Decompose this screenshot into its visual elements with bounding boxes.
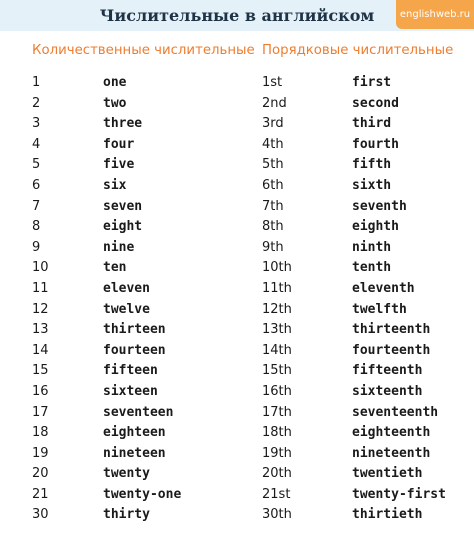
- table-row: [0, 238, 474, 259]
- ordinal-abbr-cell: 30th: [262, 507, 292, 523]
- number-cell: 13: [32, 322, 49, 338]
- number-cell: 18: [32, 425, 49, 441]
- ordinal-abbr-cell: 17th: [262, 404, 292, 420]
- cardinal-word-cell: fifteen: [103, 363, 158, 379]
- cardinal-word-cell: six: [103, 177, 127, 193]
- ordinal-abbr-cell: 14th: [262, 342, 292, 358]
- table-row: [0, 94, 474, 115]
- number-cell: 15: [32, 363, 49, 379]
- ordinal-abbr-cell: 19th: [262, 445, 292, 461]
- ordinal-abbr-cell: 1st: [262, 75, 283, 90]
- number-cell: 20: [32, 466, 49, 482]
- cardinal-word-cell: four: [103, 136, 135, 152]
- ordinal-abbr-cell: 12th: [262, 301, 292, 317]
- page-title: Числительные в английском: [99, 6, 375, 25]
- table-row: [0, 403, 474, 424]
- ordinal-abbr-cell: 2nd: [262, 95, 287, 111]
- table-row: [0, 176, 474, 197]
- ordinal-abbr-cell: 15th: [262, 363, 292, 379]
- numerals-table: [0, 73, 474, 526]
- table-row: [0, 320, 474, 341]
- number-cell: 5: [32, 157, 41, 173]
- number-cell: 21: [32, 486, 49, 502]
- number-cell: 2: [32, 95, 41, 111]
- ordinal-abbr-cell: 4th: [262, 136, 284, 152]
- table-row: [0, 217, 474, 238]
- table-row: [0, 361, 474, 382]
- ordinal-word-cell: first: [352, 75, 392, 90]
- number-cell: 12: [32, 301, 49, 317]
- ordinal-word-cell: eighteenth: [352, 425, 431, 441]
- number-cell: 30: [32, 507, 49, 523]
- ordinal-word-cell: eighth: [352, 219, 399, 235]
- ordinal-word-cell: twenty-first: [352, 486, 446, 502]
- ordinal-word-cell: thirteenth: [352, 322, 431, 338]
- cardinal-word-cell: seven: [103, 198, 143, 214]
- cardinal-word-cell: three: [103, 116, 143, 132]
- cardinal-word-cell: eleven: [103, 280, 150, 296]
- table-row: [0, 341, 474, 362]
- number-cell: 10: [32, 260, 49, 276]
- cardinal-word-cell: nineteen: [103, 445, 166, 461]
- cardinal-word-cell: one: [103, 75, 127, 90]
- ordinal-word-cell: seventeenth: [352, 404, 439, 420]
- cardinal-word-cell: ten: [103, 260, 127, 276]
- ordinal-abbr-cell: 18th: [262, 425, 292, 441]
- ordinal-word-cell: ninth: [352, 239, 392, 255]
- cardinal-word-cell: sixteen: [103, 383, 158, 399]
- number-cell: 6: [32, 177, 41, 193]
- brand-link[interactable]: englishweb.ru: [399, 9, 471, 20]
- table-row: [0, 423, 474, 444]
- ordinal-word-cell: tenth: [352, 260, 392, 276]
- number-cell: 16: [32, 383, 49, 399]
- table-row: [0, 73, 474, 94]
- ordinal-abbr-cell: 6th: [262, 177, 284, 193]
- table-row: [0, 485, 474, 506]
- ordinal-word-cell: seventh: [352, 198, 407, 214]
- cardinal-word-cell: nine: [103, 239, 135, 255]
- table-row: [0, 279, 474, 300]
- cardinal-word-cell: two: [103, 95, 127, 111]
- cardinal-word-cell: twelve: [103, 301, 150, 317]
- ordinal-abbr-cell: 13th: [262, 322, 292, 338]
- ordinal-abbr-cell: 11th: [262, 280, 292, 296]
- table-row: [0, 114, 474, 135]
- ordinal-word-cell: sixth: [352, 177, 392, 193]
- ordinal-column-heading: Порядковые числительные: [262, 43, 454, 58]
- number-cell: 11: [32, 280, 49, 296]
- ordinal-word-cell: fifteenth: [352, 363, 423, 379]
- table-row: [0, 300, 474, 321]
- cardinal-word-cell: twenty-one: [103, 486, 182, 502]
- table-row: [0, 382, 474, 403]
- ordinal-word-cell: second: [352, 95, 399, 111]
- cardinal-word-cell: seventeen: [103, 404, 174, 420]
- number-cell: 8: [32, 219, 41, 235]
- number-cell: 14: [32, 342, 49, 358]
- cardinal-word-cell: eighteen: [103, 425, 166, 441]
- cardinal-word-cell: five: [103, 157, 135, 173]
- ordinal-abbr-cell: 7th: [262, 198, 284, 214]
- cardinal-word-cell: thirteen: [103, 322, 166, 338]
- ordinal-abbr-cell: 16th: [262, 383, 292, 399]
- ordinal-word-cell: fifth: [352, 157, 392, 173]
- table-row: [0, 155, 474, 176]
- table-row: [0, 258, 474, 279]
- table-row: [0, 464, 474, 485]
- table-row: [0, 135, 474, 156]
- table-row: [0, 444, 474, 465]
- ordinal-word-cell: twentieth: [352, 466, 423, 482]
- cardinal-word-cell: eight: [103, 219, 143, 235]
- table-row: [0, 197, 474, 218]
- ordinal-abbr-cell: 3rd: [262, 116, 284, 132]
- brand-badge[interactable]: [396, 0, 474, 29]
- cardinal-word-cell: fourteen: [103, 342, 166, 358]
- cardinal-word-cell: twenty: [103, 466, 150, 482]
- ordinal-word-cell: fourth: [352, 136, 399, 152]
- ordinal-abbr-cell: 5th: [262, 157, 284, 173]
- ordinal-abbr-cell: 20th: [262, 466, 292, 482]
- cardinal-word-cell: thirty: [103, 507, 150, 523]
- number-cell: 19: [32, 445, 49, 461]
- ordinal-abbr-cell: 10th: [262, 260, 292, 276]
- number-cell: 3: [32, 116, 41, 132]
- ordinal-word-cell: eleventh: [352, 280, 415, 296]
- ordinal-word-cell: fourteenth: [352, 342, 431, 358]
- ordinal-abbr-cell: 8th: [262, 219, 284, 235]
- number-cell: 1: [32, 75, 41, 90]
- number-cell: 9: [32, 239, 41, 255]
- ordinal-word-cell: nineteenth: [352, 445, 431, 461]
- cardinal-column-heading: Количественные числительные: [32, 43, 255, 58]
- ordinal-word-cell: thirtieth: [352, 507, 423, 523]
- ordinal-abbr-cell: 9th: [262, 239, 284, 255]
- number-cell: 7: [32, 198, 41, 214]
- table-row: [0, 505, 474, 526]
- ordinal-word-cell: twelfth: [352, 301, 407, 317]
- ordinal-abbr-cell: 21st: [262, 486, 291, 502]
- number-cell: 4: [32, 136, 41, 152]
- ordinal-word-cell: sixteenth: [352, 383, 423, 399]
- page-header: [0, 0, 474, 31]
- number-cell: 17: [32, 404, 49, 420]
- ordinal-word-cell: third: [352, 116, 392, 132]
